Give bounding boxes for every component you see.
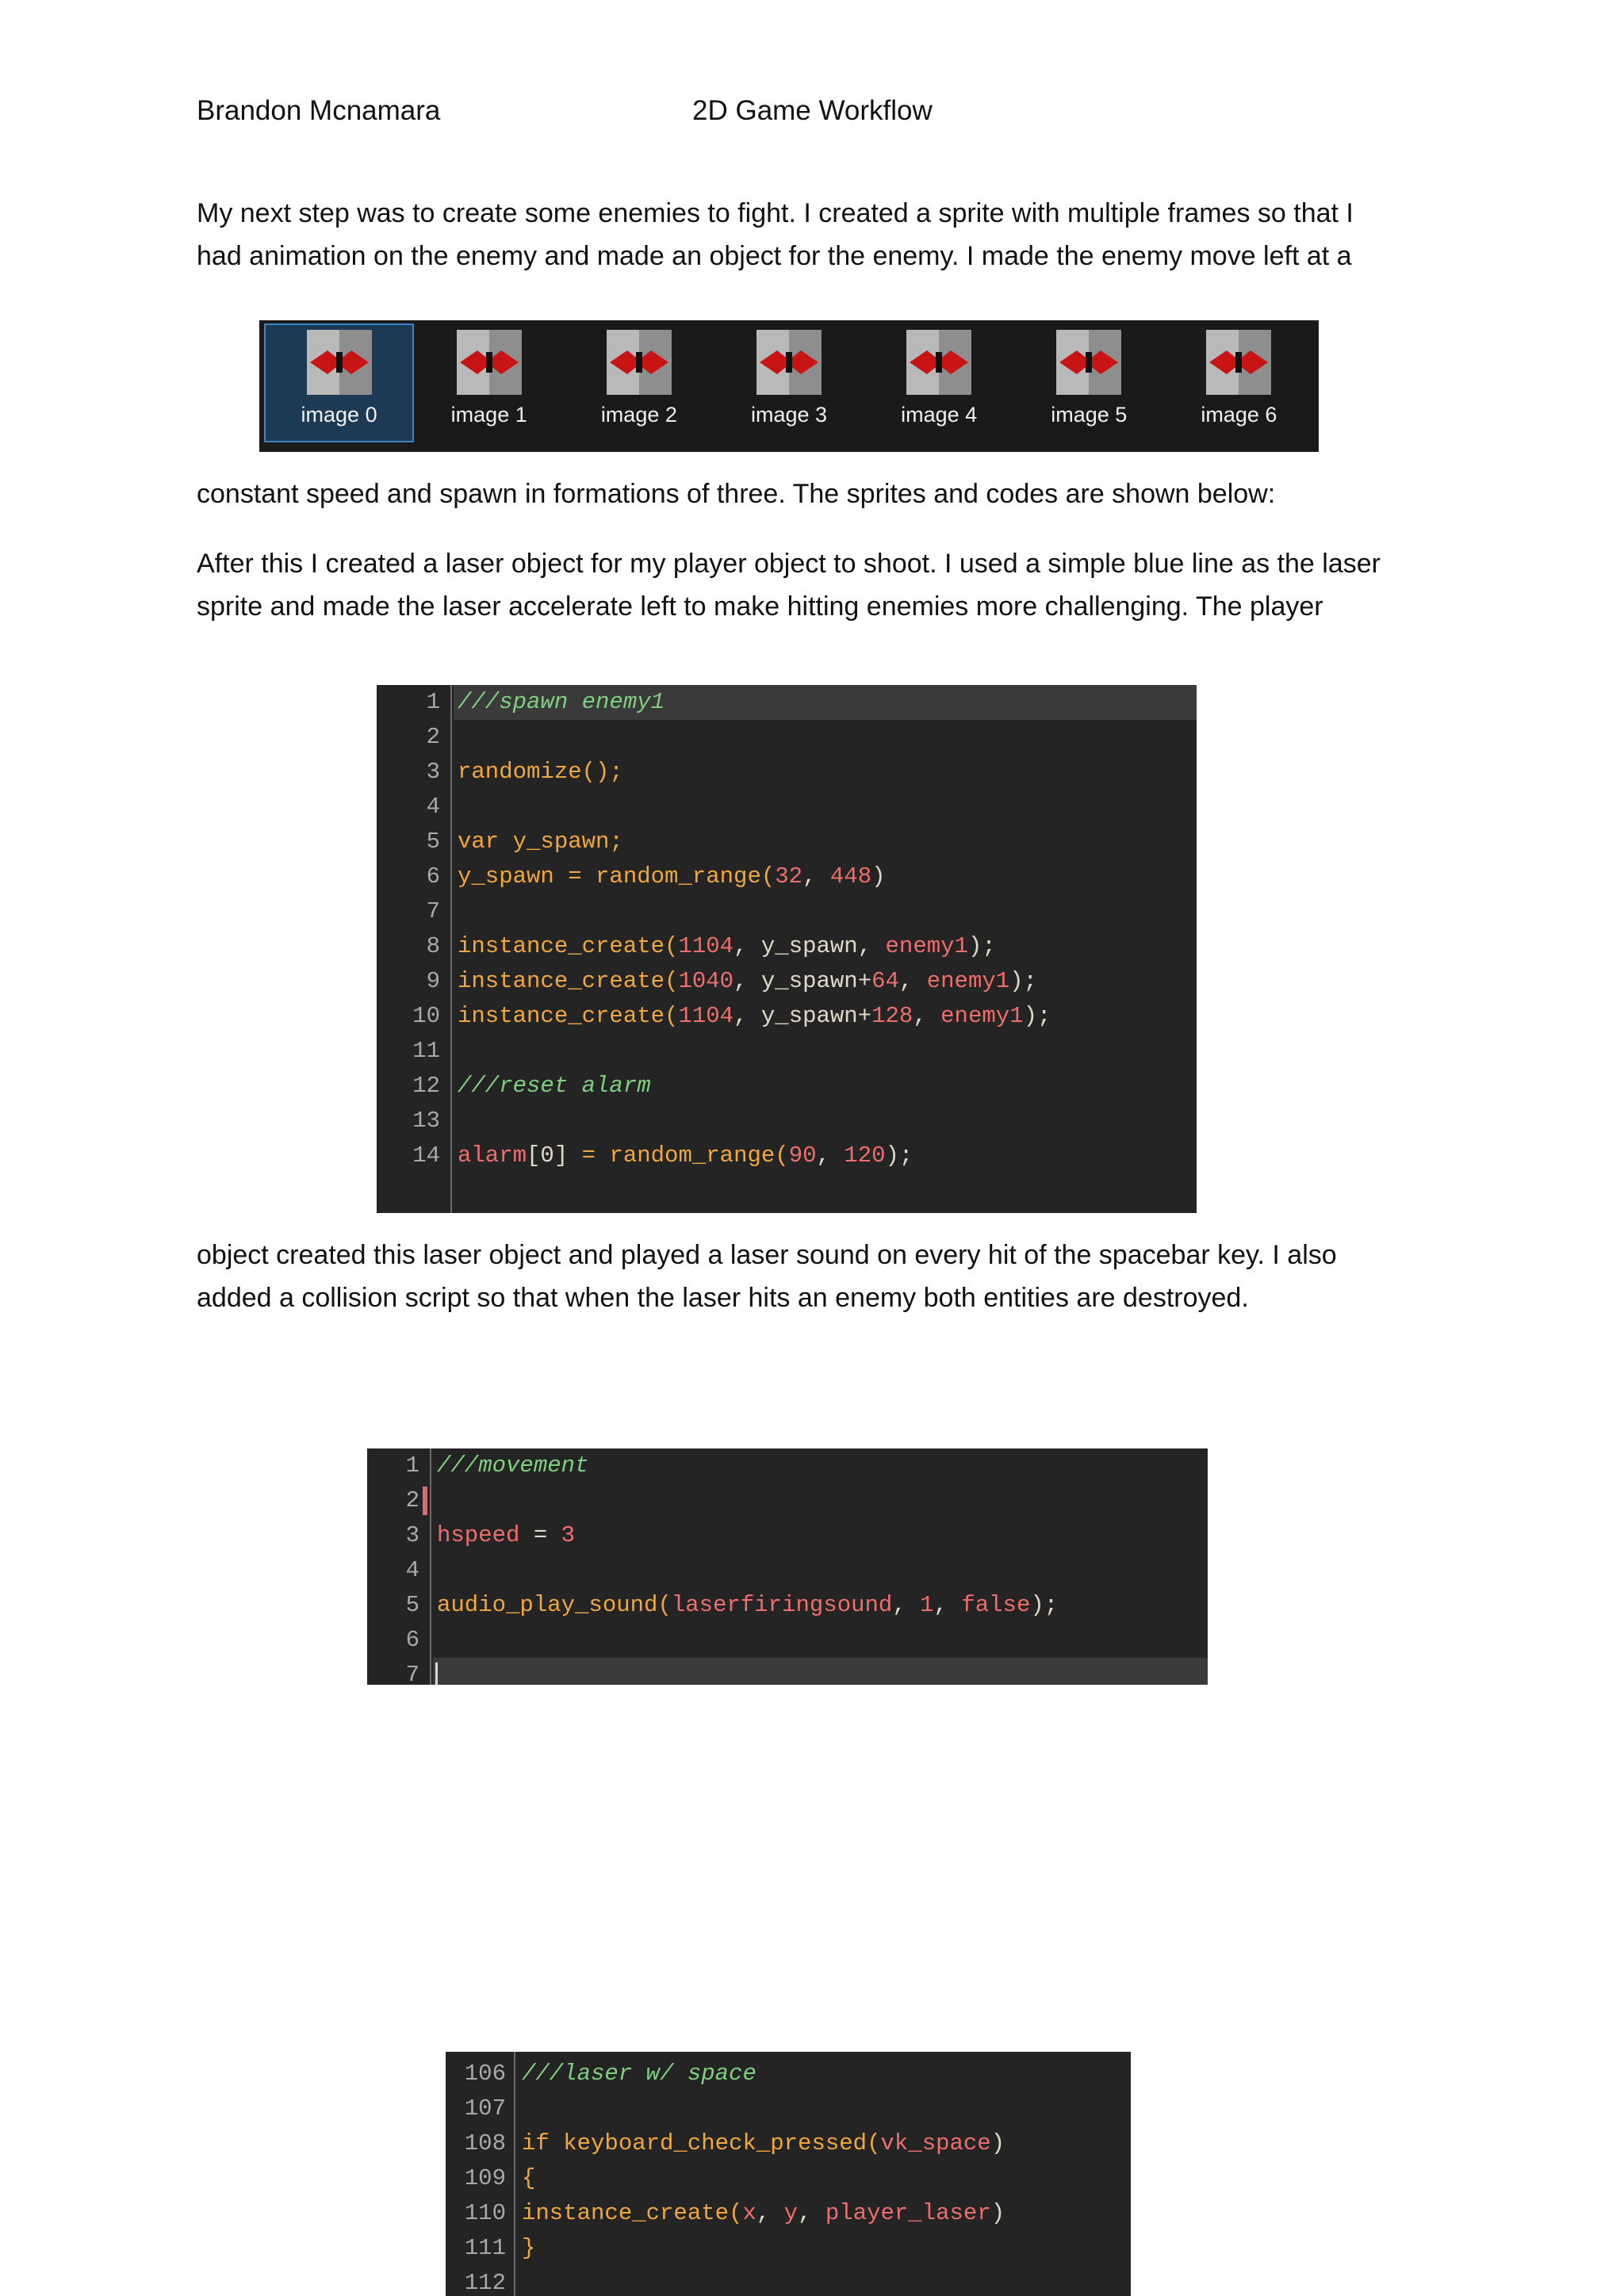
code-editor-player-laser: [446, 2052, 1131, 2296]
sprite-frame-label: image 1: [450, 403, 527, 427]
line-number-gutter: [367, 1448, 431, 1685]
line-number-gutter: [377, 685, 452, 1213]
code-comment: ///reset alarm: [458, 1073, 651, 1099]
code-line[interactable]: [522, 2196, 1005, 2231]
line-number: 12: [412, 1073, 440, 1099]
text-cursor: [435, 1663, 438, 1685]
code-token: x: [742, 2200, 756, 2226]
sprite-frame[interactable]: [714, 323, 864, 442]
code-token: [0]: [527, 1142, 569, 1169]
text-line: My next step was to create some enemies to fight. I created a sprite with multiple frames so that I: [197, 198, 1354, 228]
code-token: audio_play_sound(: [437, 1592, 672, 1618]
code-line[interactable]: [437, 1518, 575, 1553]
line-number-gutter: [446, 2052, 515, 2296]
code-number: 1104: [678, 1003, 734, 1029]
code-number: 120: [844, 1142, 886, 1169]
line-number: 14: [412, 1142, 440, 1169]
line-number: 4: [405, 1557, 419, 1583]
code-line[interactable]: [522, 2057, 756, 2091]
text-line: added a collision script so that when the laser hits an enemy both entities are destroyed.: [197, 1283, 1249, 1313]
line-number: 111: [464, 2235, 506, 2261]
code-line[interactable]: [522, 2161, 535, 2196]
code-token: ,: [802, 863, 830, 890]
line-number: 6: [405, 1627, 419, 1653]
sprite-frame-label: image 4: [901, 403, 978, 427]
line-number: 5: [405, 1592, 419, 1618]
code-number: 1104: [678, 933, 734, 959]
text-line: had animation on the enemy and made an object for the enemy. I made the enemy move left at a: [197, 241, 1352, 271]
code-token: ,: [816, 1142, 845, 1169]
code-number: 448: [829, 863, 872, 890]
line-number: 106: [464, 2061, 506, 2087]
sprite-frame[interactable]: [564, 323, 714, 442]
line-number: 9: [426, 968, 440, 994]
code-comment: ///laser w/ space: [522, 2061, 756, 2087]
code-line[interactable]: [458, 1138, 913, 1173]
line-number: 108: [464, 2130, 506, 2156]
code-token: );: [1030, 1592, 1059, 1618]
line-number: 4: [426, 794, 440, 820]
sprite-frame-label: image 6: [1201, 403, 1277, 427]
enemy-sprite-icon: [906, 330, 971, 395]
code-token: ,: [798, 2200, 825, 2226]
code-token: ,: [933, 1592, 962, 1618]
modified-line-marker: [423, 1487, 427, 1515]
author-name: Brandon Mcnamara: [197, 95, 441, 126]
code-token: =: [519, 1522, 561, 1548]
line-number: 1: [405, 1452, 419, 1479]
code-line[interactable]: [522, 2231, 535, 2266]
code-comment: ///spawn enemy1: [458, 689, 665, 715]
code-token: hspeed: [437, 1522, 520, 1548]
line-number: 7: [405, 1662, 419, 1685]
line-number: 3: [405, 1522, 419, 1548]
code-resource: enemy1: [885, 933, 968, 959]
code-token: ): [990, 2200, 1005, 2226]
code-token: ,: [892, 1592, 921, 1618]
code-line[interactable]: [458, 755, 623, 790]
code-token: );: [1009, 968, 1037, 994]
code-line[interactable]: [458, 859, 886, 894]
code-token: instance_create(: [458, 933, 679, 959]
line-number: 7: [426, 898, 440, 924]
sprite-frame[interactable]: [414, 323, 564, 442]
line-number: 2: [405, 1487, 419, 1513]
document-title: 2D Game Workflow: [692, 95, 933, 126]
sprite-frame[interactable]: [264, 323, 414, 442]
code-line[interactable]: [458, 685, 665, 720]
enemy-sprite-icon: [307, 330, 372, 395]
code-token: var y_spawn;: [458, 828, 623, 855]
sprite-frame[interactable]: [864, 323, 1014, 442]
text-line: constant speed and spawn in formations of three. The sprites and codes are shown below:: [197, 479, 1276, 509]
code-number: 1: [920, 1592, 934, 1618]
line-number: 110: [464, 2200, 506, 2226]
code-comment: ///movement: [437, 1452, 589, 1479]
line-number: 6: [426, 863, 440, 890]
code-token: );: [1023, 1003, 1051, 1029]
code-line[interactable]: [458, 964, 1037, 999]
line-number: 107: [464, 2095, 506, 2122]
code-number: 128: [871, 1003, 914, 1029]
enemy-sprite-icon: [607, 330, 672, 395]
code-token: if keyboard_check_pressed(: [522, 2130, 881, 2156]
line-number: 112: [464, 2270, 506, 2296]
code-token: , y_spawn,: [733, 933, 886, 959]
line-number: 3: [426, 759, 440, 785]
code-token: ,: [898, 968, 927, 994]
code-editor-spawn-enemy: [377, 685, 1197, 1213]
code-token: ,: [913, 1003, 941, 1029]
code-token: );: [967, 933, 996, 959]
sprite-frame-label: image 2: [600, 403, 677, 427]
code-number: 90: [788, 1142, 817, 1169]
code-line[interactable]: [458, 825, 623, 859]
code-line[interactable]: [522, 2126, 1005, 2161]
text-line: After this I created a laser object for my player object to shoot. I used a simple blue line as the laser: [197, 549, 1381, 579]
code-token: instance_create(: [458, 1003, 679, 1029]
line-number: 109: [464, 2165, 506, 2191]
code-line[interactable]: [437, 1448, 588, 1483]
code-token: instance_create(: [458, 968, 679, 994]
code-line[interactable]: [458, 1069, 651, 1104]
sprite-frame-label: image 3: [750, 403, 828, 427]
current-line-highlight: [433, 1658, 1208, 1685]
enemy-sprite-icon: [457, 330, 522, 395]
paragraph-laser: [197, 542, 1450, 628]
sprite-frame[interactable]: [1164, 323, 1314, 442]
code-token: ): [871, 863, 886, 890]
code-number: 1040: [678, 968, 734, 994]
text-line: object created this laser object and played a laser sound on every hit of the spacebar key. I also: [197, 1240, 1337, 1270]
paragraph-intro: [197, 192, 1450, 277]
code-resource: laserfiringsound: [671, 1592, 893, 1618]
paragraph-formations: [197, 473, 1450, 515]
enemy-sprite-icon: [756, 330, 822, 395]
line-number: 11: [412, 1038, 440, 1064]
code-line[interactable]: [437, 1588, 1058, 1623]
line-number: 10: [412, 1003, 440, 1029]
code-token: );: [885, 1142, 914, 1169]
code-editor-laser-movement: [367, 1448, 1208, 1685]
code-token: y: [783, 2200, 799, 2226]
sprite-frame-label: image 0: [301, 403, 377, 427]
code-token: alarm: [458, 1142, 527, 1169]
code-number: false: [961, 1592, 1031, 1618]
sprite-frame-label: image 5: [1051, 403, 1128, 427]
code-token: instance_create(: [522, 2200, 743, 2226]
code-token: = random_range(: [568, 1142, 789, 1169]
line-number: 5: [426, 828, 440, 855]
code-number: 64: [871, 968, 899, 994]
code-line[interactable]: [458, 929, 996, 964]
code-resource: enemy1: [940, 1003, 1024, 1029]
code-line[interactable]: [458, 999, 1051, 1034]
code-token: , y_spawn+: [733, 968, 872, 994]
line-number: 2: [426, 724, 440, 750]
line-number: 1: [426, 689, 440, 715]
code-resource: player_laser: [825, 2200, 991, 2226]
paragraph-collision: [197, 1234, 1450, 1319]
text-line: sprite and made the laser accelerate left to make hitting enemies more challenging. The player: [197, 591, 1323, 622]
enemy-sprite-icon: [1056, 330, 1121, 395]
code-token: , y_spawn+: [733, 1003, 872, 1029]
code-number: 3: [561, 1522, 576, 1548]
code-token: randomize();: [458, 759, 623, 785]
code-token: }: [522, 2235, 536, 2261]
code-token: ): [990, 2130, 1005, 2156]
code-resource: enemy1: [926, 968, 1010, 994]
code-token: {: [522, 2165, 536, 2191]
code-resource: vk_space: [880, 2130, 991, 2156]
line-number: 8: [426, 933, 440, 959]
line-number: 13: [412, 1108, 440, 1134]
sprite-frame[interactable]: [1014, 323, 1164, 442]
code-token: ,: [756, 2200, 784, 2226]
code-number: 32: [775, 863, 803, 890]
code-token: y_spawn = random_range(: [458, 863, 776, 890]
sprite-frame-strip: [259, 320, 1319, 452]
enemy-sprite-icon: [1206, 330, 1271, 395]
